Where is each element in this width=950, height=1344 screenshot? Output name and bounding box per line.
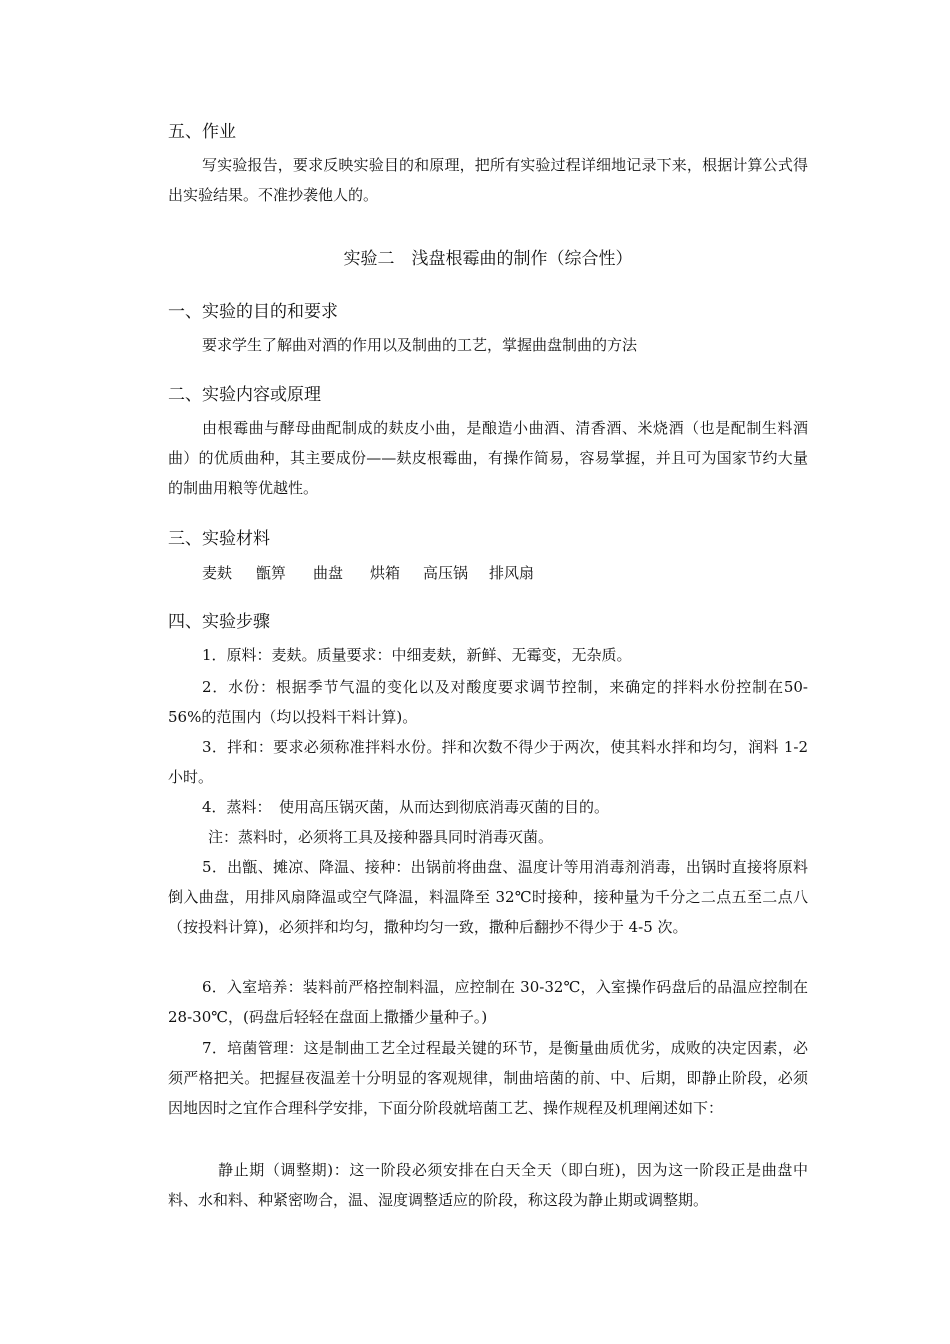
- step-3: 3．拌和：要求必须称准拌料水份。拌和次数不得少于两次，使其料水拌和均匀，润料 1-2 小时。: [168, 738, 808, 786]
- section3-heading: 三、实验材料: [168, 529, 270, 549]
- material-item: 烘箱: [370, 564, 401, 582]
- section2-heading: 二、实验内容或原理: [168, 385, 321, 405]
- materials-list: [202, 561, 534, 585]
- step-1: 1．原料：麦麸。质量要求：中细麦麸，新鲜、无霉变，无杂质。: [202, 646, 632, 664]
- step-6: 6．入室培养：装料前严格控制料温，应控制在 30-32℃，入室操作码盘后的品温应控制在 28-30℃，(码盘后轻轻在盘面上撒播少量种子。): [168, 978, 808, 1026]
- section1-text: 要求学生了解曲对酒的作用以及制曲的工艺，掌握曲盘制曲的方法: [202, 336, 638, 354]
- material-item: 高压锅: [423, 564, 469, 582]
- material-item: 曲盘: [313, 564, 344, 582]
- material-item: 排风扇: [489, 564, 535, 582]
- step-2: 2．水份：根据季节气温的变化以及对酸度要求调节控制，来确定的拌料水份控制在50-56%的范围内（均以投料干料计算)。: [168, 678, 808, 726]
- experiment-title: 实验二 浅盘根霉曲的制作（综合性）: [343, 249, 633, 269]
- section4-heading: 四、实验步骤: [168, 612, 270, 632]
- step-5: 5．出甑、摊凉、降温、接种：出锅前将曲盘、温度计等用消毒剂消毒，出锅时直接将原料倒入曲盘，用排风扇降温或空气降温，料温降至 32℃时接种，接种量为千分之二点五至二点八（按投料计算)，必须拌和均匀，撒种均匀一致，撒种后翻抄不得少于 4-5 次。: [168, 858, 808, 936]
- step-7: 7．培菌管理：这是制曲工艺全过程最关键的环节，是衡量曲质优劣，成败的决定因素，必须严格把关。把握昼夜温差十分明显的客观规律，制曲培菌的前、中、后期，即静止阶段，必须因地因时之宜作合理科学安排，下面分阶段就培菌工艺、操作规程及机理阐述如下：: [168, 1039, 808, 1117]
- material-item: 麦麸: [202, 564, 233, 582]
- static-period-text: 静止期（调整期)：这一阶段必须安排在白天全天（即白班)，因为这一阶段正是曲盘中料、水和料、种紧密吻合，温、湿度调整适应的阶段，称这段为静止期或调整期。: [168, 1161, 808, 1209]
- step-4-note: 注：蒸料时，必须将工具及接种器具同时消毒灭菌。: [208, 828, 554, 846]
- section2-text: 由根霉曲与酵母曲配制成的麸皮小曲，是酿造小曲酒、清香酒、米烧酒（也是配制生料酒曲）的优质曲种，其主要成份——麸皮根霉曲，有操作简易，容易掌握，并且可为国家节约大量的制曲用粮等优越性。: [168, 419, 808, 497]
- section1-heading: 一、实验的目的和要求: [168, 302, 338, 322]
- section5-text: 写实验报告，要求反映实验目的和原理，把所有实验过程详细地记录下来，根据计算公式得出实验结果。不准抄袭他人的。: [168, 156, 808, 204]
- material-item: 甑箅: [256, 564, 287, 582]
- section5-heading: 五、作业: [168, 122, 236, 142]
- step-4: 4．蒸料： 使用高压锅灭菌，从而达到彻底消毒灭菌的目的。: [202, 798, 610, 816]
